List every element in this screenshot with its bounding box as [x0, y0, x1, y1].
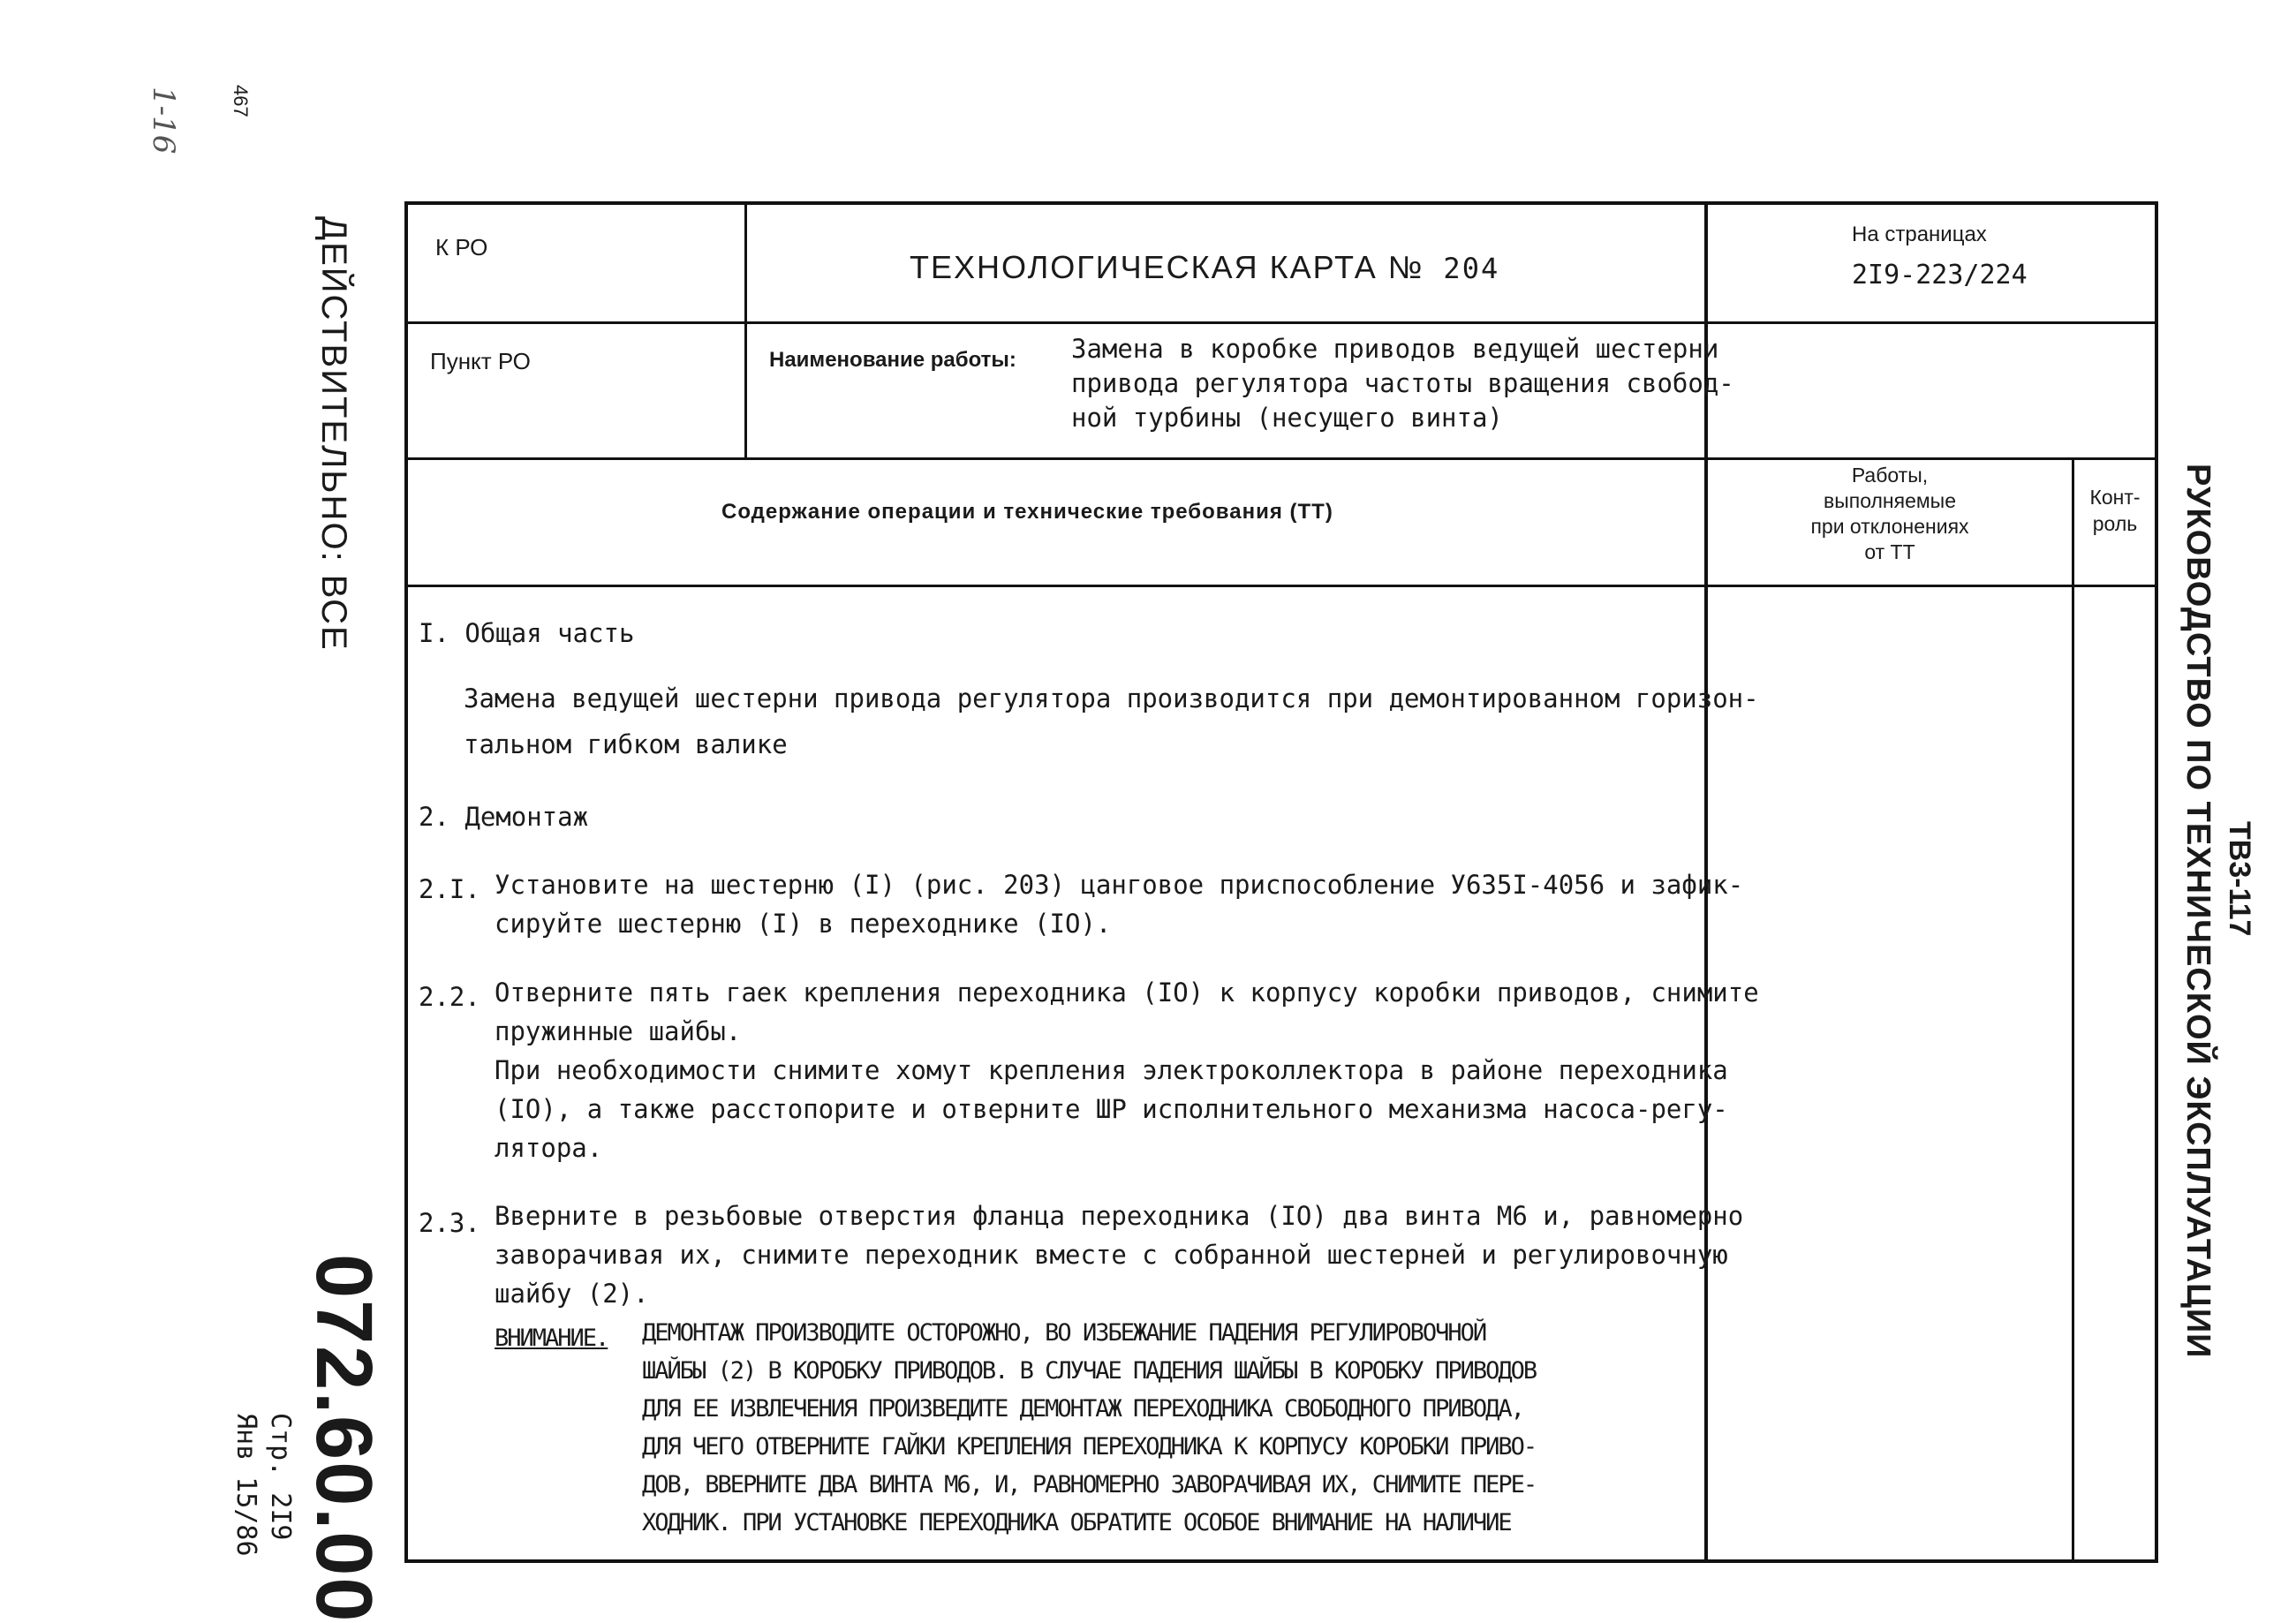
deviations-line: при отклонениях: [1810, 515, 1969, 538]
validity-label: ДЕЙСТВИТЕЛЬНО: ВСЕ: [314, 216, 353, 652]
work-name-line: привода регулятора частоты вращения свобод-: [1071, 368, 1734, 398]
frame-top: [404, 201, 2158, 205]
frame-right: [2155, 201, 2158, 1563]
item-2-2-line: Отверните пять гаек крепления переходника (IO) к корпусу коробки приводов, снимите: [495, 978, 1759, 1008]
column-deviations-header: [1708, 463, 2072, 565]
work-name-label: Наименование работы:: [769, 348, 1016, 372]
warning-text: [642, 1314, 1536, 1542]
item-2-3-line: шайбу (2).: [495, 1279, 649, 1309]
deviations-line: Работы,: [1851, 464, 1929, 487]
manual-title: РУКОВОДСТВО ПО ТЕХНИЧЕСКОЙ ЭКСПЛУАТАЦИИ: [2179, 464, 2217, 1359]
work-name-value: [1071, 332, 1734, 435]
card-title-text: ТЕХНОЛОГИЧЕСКАЯ КАРТА №: [910, 249, 1424, 285]
item-2-1-text: [495, 865, 1743, 943]
pages-value: 2I9-223/224: [1852, 260, 2028, 291]
warning-line: ДЛЯ ЕЕ ИЗВЛЕЧЕНИЯ ПРОИЗВЕДИТЕ ДЕМОНТАЖ ПЕРЕХОДНИКА СВОБОДНОГО ПРИВОДА,: [642, 1395, 1523, 1423]
item-2-3-line: заворачивая их, снимите переходник вместе с собранной шестерней и регулировочную: [495, 1240, 1728, 1270]
card-title: [910, 249, 1499, 286]
work-name-line: Замена в коробке приводов ведущей шестерни: [1071, 334, 1719, 364]
item-2-3-line: Вверните в резьбовые отверстия фланца переходника (IO) два винта М6 и, равномерно: [495, 1201, 1744, 1231]
item-2-2-note-line: При необходимости снимите хомут крепления электроколлектора в районе переходника: [495, 1055, 1728, 1085]
column-control-header: [2074, 484, 2156, 537]
control-line: роль: [2092, 512, 2138, 535]
engine-code: ТВ3-117: [2223, 821, 2256, 937]
warning-line: ДЕМОНТАЖ ПРОИЗВОДИТЕ ОСТОРОЖНО, ВО ИЗБЕЖАНИЕ ПАДЕНИЯ РЕГУЛИРОВОЧНОЙ: [642, 1319, 1486, 1347]
punkt-ro-label: Пункт РО: [430, 348, 531, 374]
archive-number: 467: [230, 85, 252, 117]
row3-divider: [404, 585, 2158, 587]
warning-line: ДОВ, ВВЕРНИТЕ ДВА ВИНТА М6, И, РАВНОМЕРНО ЗАВОРАЧИВАЯ ИХ, СНИМИТЕ ПЕРЕ-: [642, 1471, 1537, 1498]
item-2-2-number: 2.2.: [419, 982, 480, 1012]
section-1-line: тальном гибком валике: [464, 729, 788, 759]
item-2-1-line: Установите на шестерню (I) (рис. 203) цанговое приспособление У635I-4056 и зафик-: [495, 870, 1744, 900]
frame-left: [404, 201, 408, 1563]
item-2-2-line: пружинные шайбы.: [495, 1016, 742, 1046]
date-label: Янв 15/86: [230, 1413, 261, 1557]
item-2-2-text: [495, 973, 1759, 1051]
section-1-line: Замена ведущей шестерни привода регулятора производится при демонтированном горизон-: [464, 683, 1759, 713]
warning-label: ВНИМАНИЕ.: [495, 1325, 608, 1352]
warning-line: ШАЙБЫ (2) В КОРОБКУ ПРИВОДОВ. В СЛУЧАЕ ПАДЕНИЯ ШАЙБЫ В КОРОБКУ ПРИВОДОВ: [642, 1357, 1537, 1385]
card-number: 204: [1443, 252, 1500, 285]
deviations-line: от ТТ: [1864, 540, 1915, 563]
col-kro-divider: [744, 201, 747, 459]
column-content-header: Содержание операции и технические требования (ТТ): [721, 500, 1333, 524]
row1-divider: [404, 321, 2158, 324]
section-2-title: 2. Демонтаж: [419, 802, 589, 832]
warning-line: ДЛЯ ЧЕГО ОТВЕРНИТЕ ГАЙКИ КРЕПЛЕНИЯ ПЕРЕХОДНИКА К КОРПУСУ КОРОБКИ ПРИВО-: [642, 1433, 1537, 1461]
row2-divider: [404, 457, 2158, 460]
item-2-3-number: 2.3.: [419, 1208, 480, 1238]
section-1-title: I. Общая часть: [419, 618, 635, 648]
warning-line: ХОДНИК. ПРИ УСТАНОВКЕ ПЕРЕХОДНИКА ОБРАТИТЕ ОСОБОЕ ВНИМАНИЕ НА НАЛИЧИЕ: [642, 1509, 1511, 1536]
handwritten-note: 1-16: [146, 87, 181, 155]
section-1-text: [464, 676, 1759, 767]
pages-label: На страницах: [1852, 223, 1987, 246]
work-name-line: ной турбины (несущего винта): [1071, 403, 1503, 433]
item-2-3-text: [495, 1196, 1743, 1313]
item-2-2-note: [495, 1051, 1728, 1167]
item-2-2-note-line: лятора.: [495, 1133, 603, 1163]
frame-bottom: [404, 1559, 2158, 1563]
k-ro-label: К РО: [435, 234, 488, 260]
document-number: 072.60.00: [299, 1254, 388, 1623]
col-control-divider: [2072, 457, 2074, 1563]
item-2-1-number: 2.I.: [419, 874, 480, 904]
item-2-2-note-line: (IO), а также расстопорите и отверните ШР исполнительного механизма насоса-регу-: [495, 1094, 1728, 1124]
item-2-1-line: сируйте шестерню (I) в переходнике (IO).: [495, 909, 1112, 939]
control-line: Конт-: [2089, 486, 2141, 509]
page-label: Стр. 2I9: [265, 1413, 296, 1541]
deviations-line: выполняемые: [1824, 489, 1956, 512]
